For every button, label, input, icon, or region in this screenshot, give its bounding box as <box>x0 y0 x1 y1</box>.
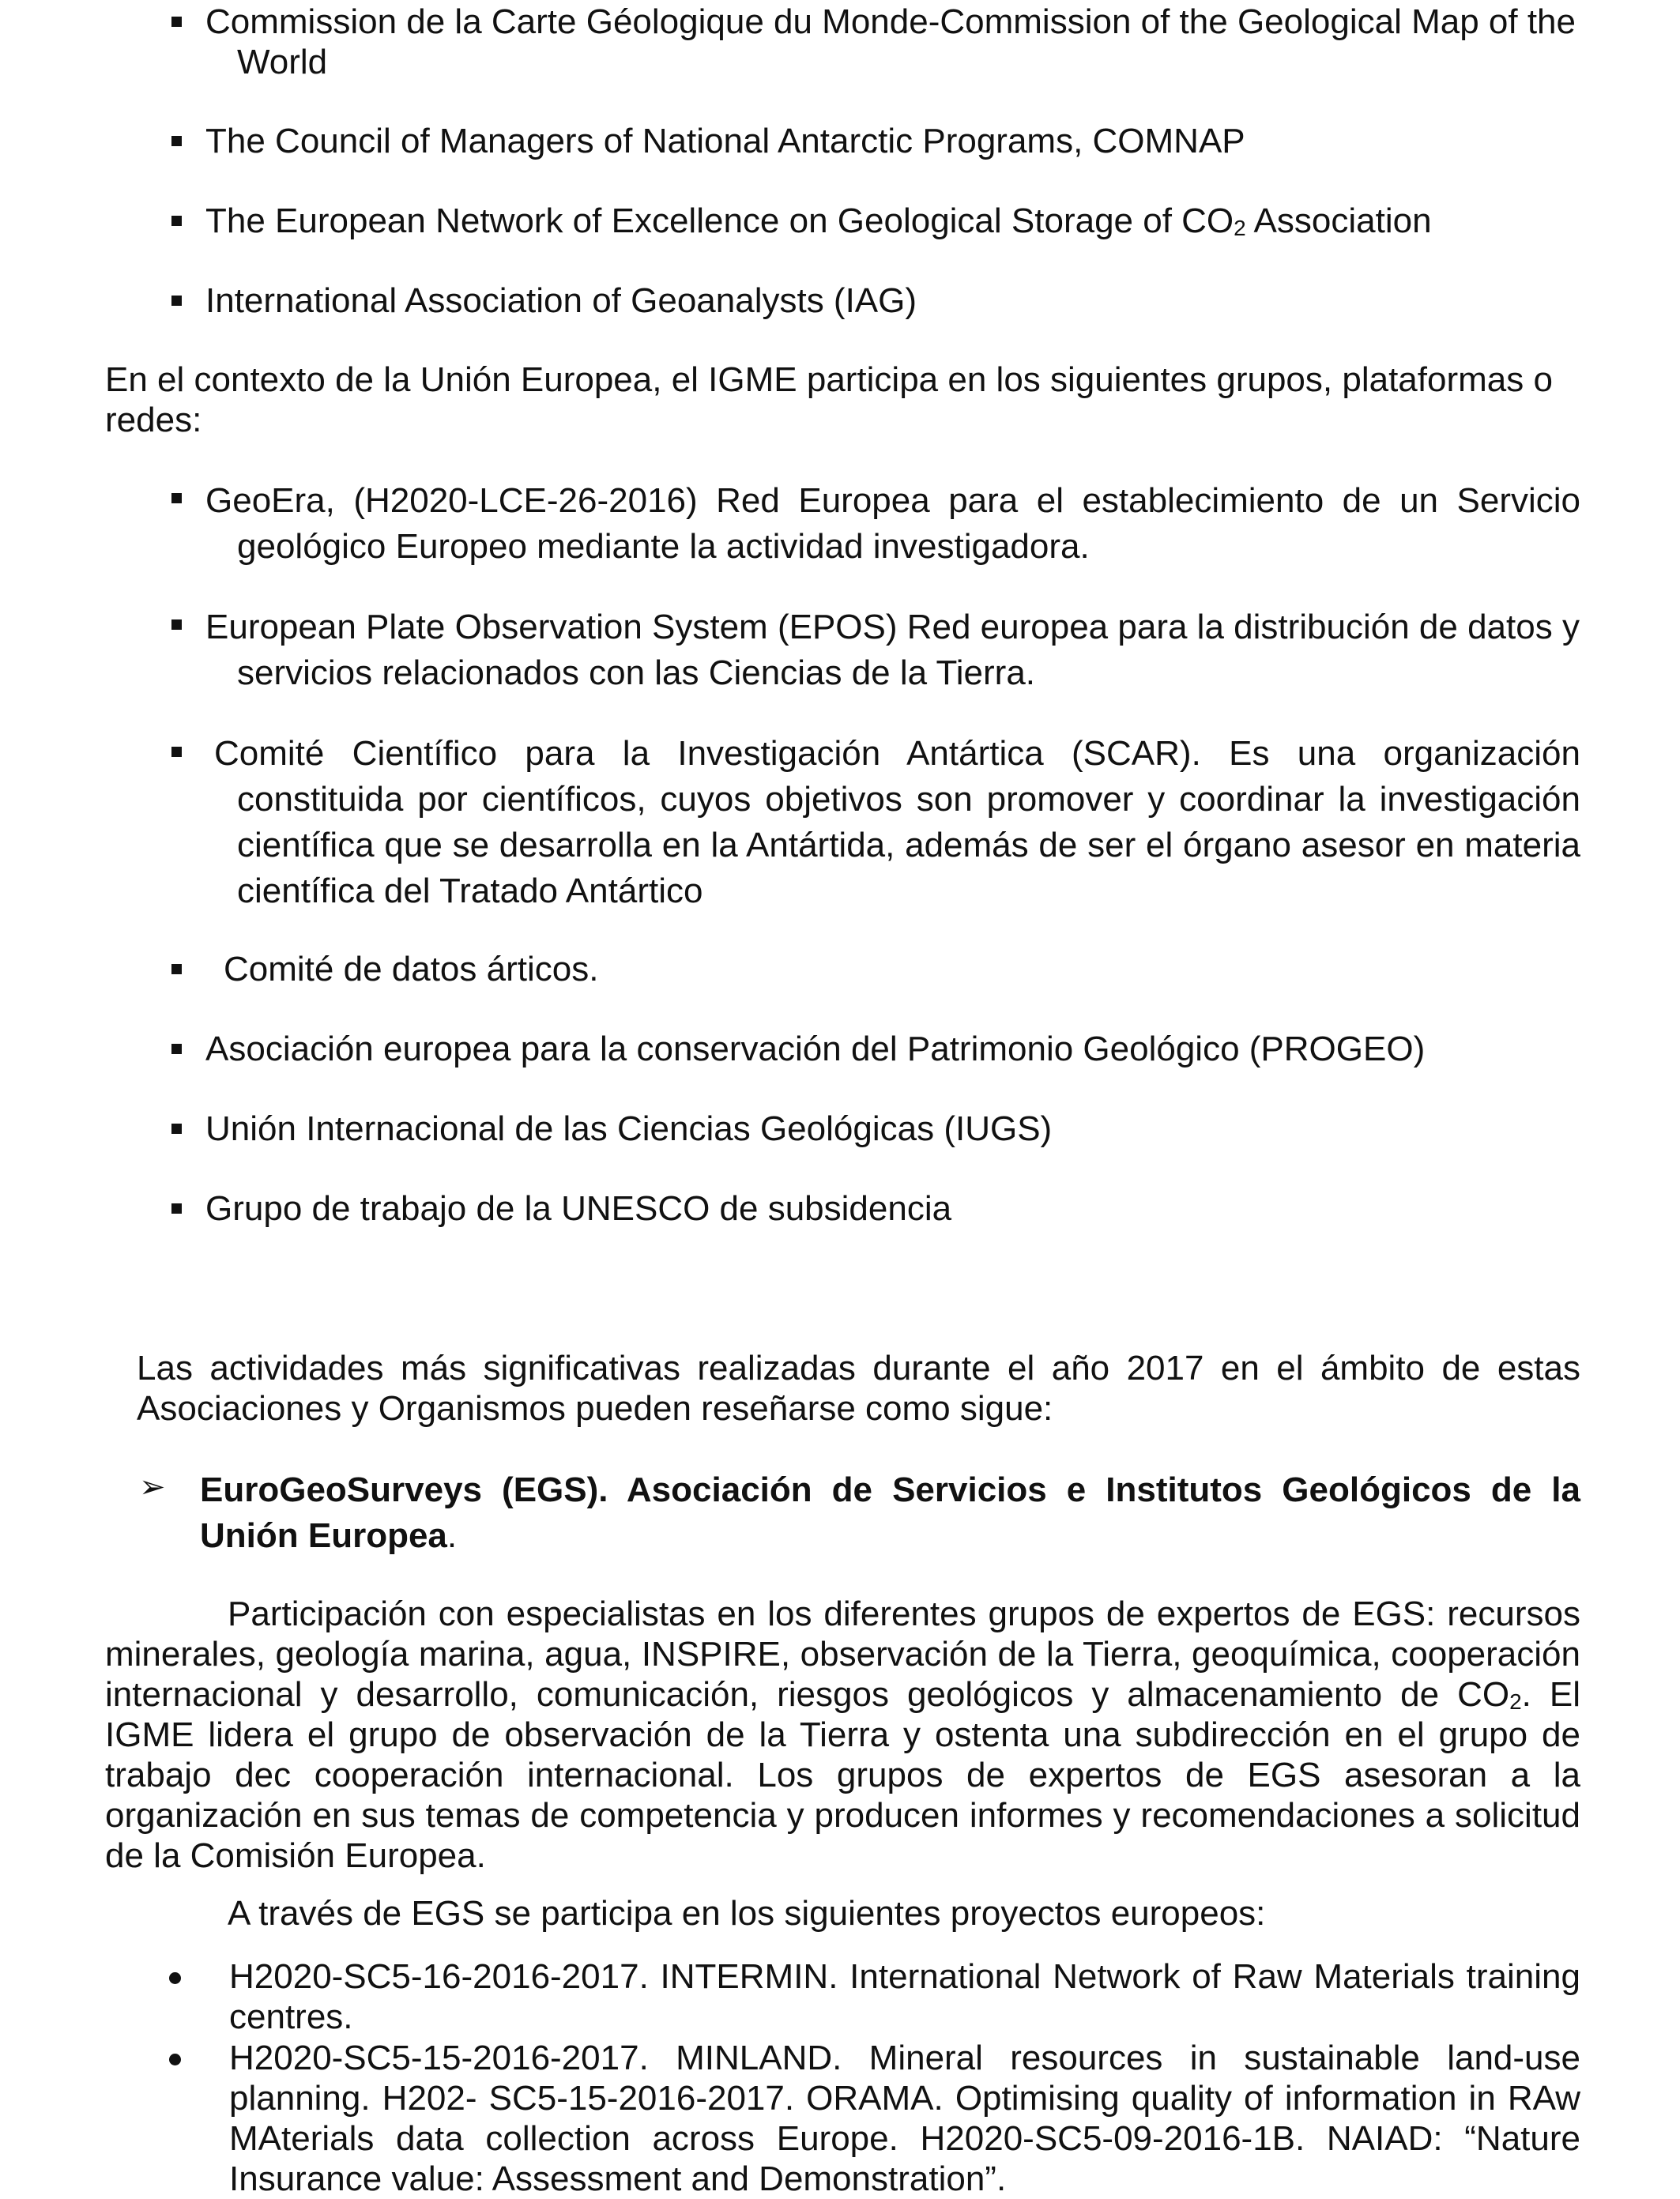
square-bullet-icon <box>171 619 182 630</box>
egs-heading-tail: . <box>446 1516 458 1555</box>
dot-bullet-icon <box>169 1972 181 1984</box>
activities-intro-text: Las actividades más significativas realizadas durante el año 2017 en el ámbito de estas Asociaciones y Organismos pueden reseñarse como sigue: <box>137 1349 1580 1428</box>
square-bullet-icon <box>171 1124 182 1134</box>
eu-intro-text: En el contexto de la Unión Europea, el IGME participa en los siguientes grupos, plataformas o redes: <box>105 360 1553 439</box>
square-bullet-icon <box>171 17 182 27</box>
list-item <box>205 281 1612 321</box>
list-item <box>214 731 1580 914</box>
activities-intro-paragraph <box>137 1348 1580 1429</box>
list-item <box>205 2 1612 82</box>
list-item <box>205 1109 1612 1149</box>
list-item-text: GeoEra, (H2020-LCE-26-2016) Red Europea para el establecimiento de un Servicio geológico Europeo mediante la actividad investigadora. <box>205 481 1580 566</box>
square-bullet-icon <box>171 1044 182 1054</box>
eu-intro-paragraph <box>105 360 1607 440</box>
list-item <box>205 604 1596 696</box>
list-item-text: European Plate Observation System (EPOS) Red europea para la distribución de datos y servicios relacionados con las Ciencias de la Tierra. <box>205 608 1580 692</box>
egs-paragraph <box>105 1594 1580 1876</box>
square-bullet-icon <box>171 216 182 226</box>
list-item-text: The Council of Managers of National Antarctic Programs, COMNAP <box>205 122 1245 160</box>
list-item-text: The European Network of Excellence on Geological Storage of CO <box>205 201 1234 240</box>
square-bullet-icon <box>171 964 182 974</box>
list-item-text-after: Association <box>1245 201 1432 240</box>
square-bullet-icon <box>171 493 182 503</box>
egs-paragraph-text-after: . El IGME lidera el grupo de observación de la Tierra y ostenta una subdirección en el grupo de trabajo dec cooperación internacional. Los grupos de expertos de EGS asesoran a la organización en sus temas de competencia y producen informes y recomendaciones a solicitud de la Comisión Europea. <box>105 1675 1580 1875</box>
arrow-bullet-icon: ➢ <box>139 1470 166 1504</box>
list-item-text: Unión Internacional de las Ciencias Geológicas (IUGS) <box>205 1109 1053 1148</box>
square-bullet-icon <box>171 747 182 757</box>
list-item-text: Grupo de trabajo de la UNESCO de subsidencia <box>205 1189 952 1228</box>
square-bullet-icon <box>171 136 182 146</box>
list-item-text: Comité de datos árticos. <box>224 950 599 988</box>
subscript: 2 <box>1234 216 1246 240</box>
dot-bullet-icon <box>169 2054 181 2065</box>
list-item <box>229 2038 1580 2199</box>
egs-heading-text: EuroGeoSurveys (EGS). Asociación de Servicios e Institutos Geológicos de la Unión Europea <box>200 1470 1580 1555</box>
list-item-text: International Association of Geoanalysts (IAG) <box>205 281 917 320</box>
list-item <box>205 478 1580 570</box>
list-item-text: H2020-SC5-16-2016-2017. INTERMIN. International Network of Raw Materials training centres. <box>229 1957 1580 2036</box>
list-item <box>205 1029 1612 1069</box>
list-item <box>205 1188 1612 1229</box>
list-item <box>205 201 1612 241</box>
projects-intro-text: A través de EGS se participa en los siguientes proyectos europeos: <box>228 1894 1266 1933</box>
list-item <box>229 1956 1580 2037</box>
list-item-text: H2020-SC5-15-2016-2017. MINLAND. Mineral resources in sustainable land-use planning. H202- SC5-15-2016-2017. ORAMA. Optimising quality of information in RAw MAterials data collection across Europe. H2020-SC5-09-2016-1B. NAIAD: “Nature Insurance value: Assessment and Demonstration”. <box>229 2039 1580 2198</box>
list-item <box>224 949 1599 989</box>
square-bullet-icon <box>171 1203 182 1214</box>
list-item-text: Asociación europea para la conservación del Patrimonio Geológico (PROGEO) <box>205 1030 1426 1068</box>
projects-intro <box>228 1893 1603 1934</box>
square-bullet-icon <box>171 296 182 306</box>
list-item-text: Commission de la Carte Géologique du Monde-Commission of the Geological Map of the World <box>205 2 1576 81</box>
egs-heading <box>200 1467 1580 1559</box>
list-item-text: Comité Científico para la Investigación Antártica (SCAR). Es una organización constituida por científicos, cuyos objetivos son promover y coordinar la investigación científica que se desarrolla en la Antártida, además de ser el órgano asesor en materia científica del Tratado Antártico <box>214 734 1580 910</box>
egs-paragraph-text: Participación con especialistas en los diferentes grupos de expertos de EGS: recursos minerales, geología marina, agua, INSPIRE, observación de la Tierra, geoquímica, cooperación internacional y desarrollo, comunicación, riesgos geológicos y almacenamiento de CO <box>105 1595 1580 1714</box>
subscript: 2 <box>1509 1689 1522 1714</box>
list-item <box>205 121 1612 161</box>
